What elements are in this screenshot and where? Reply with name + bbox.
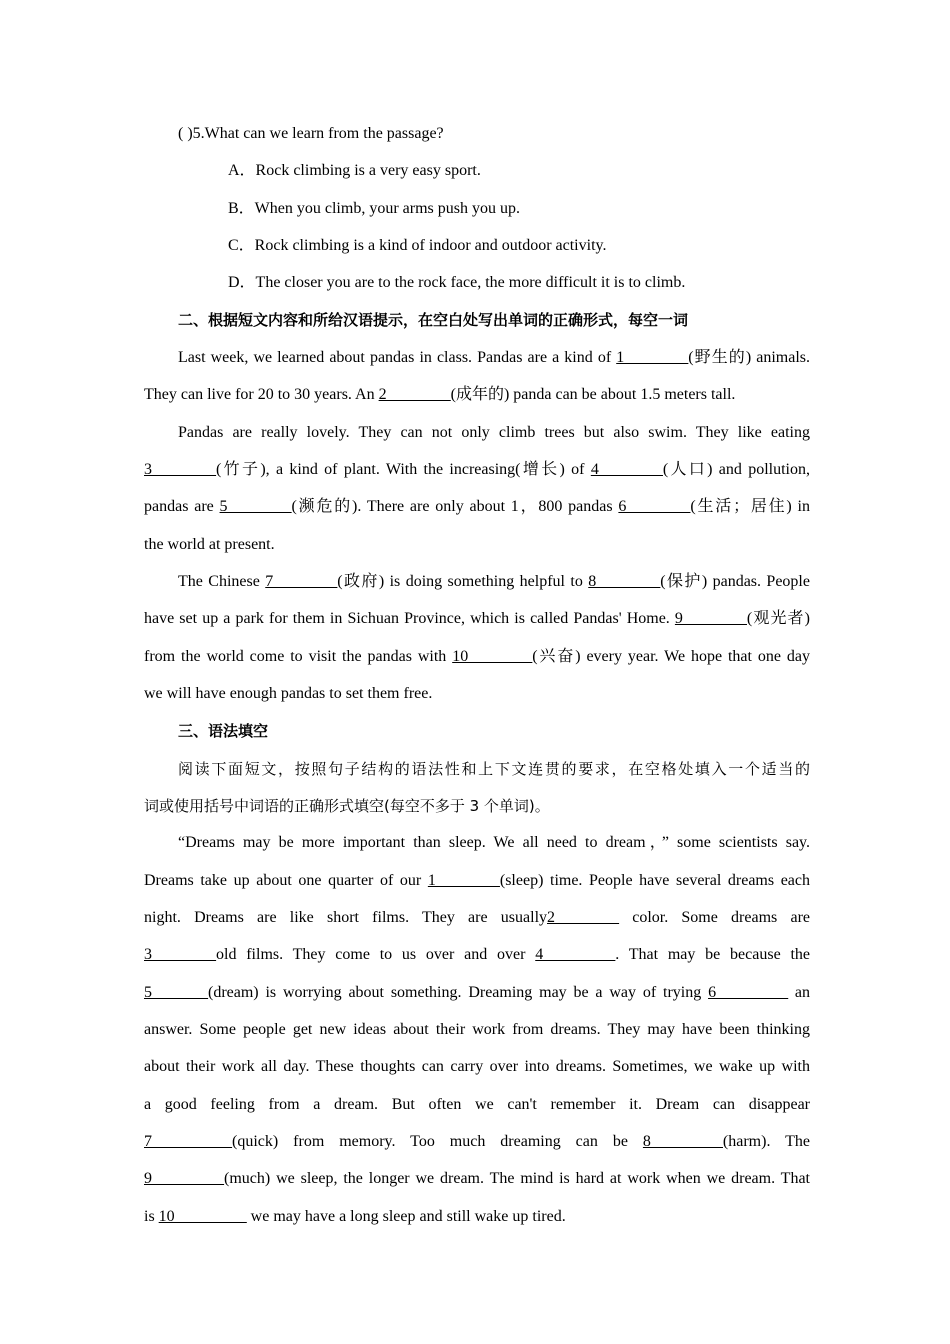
- section-3-line: 3________old films. They come to us over and over 4_________. That may be because the: [144, 946, 810, 963]
- section-3-heading: 三、语法填空: [178, 722, 269, 740]
- section-3-instructions: 阅读下面短文，按照句子结构的语法性和上下文连贯的要求，在空格处填入一个适当的: [178, 760, 810, 778]
- blank-field: 1________: [427, 872, 500, 889]
- blank-field: 7__________: [144, 1133, 232, 1150]
- section-3-line: night. Dreams are like short films. They are usually2________ color. Some dreams are: [144, 909, 810, 926]
- section-3-line: 9_________(much) we sleep, the longer we dream. The mind is hard at work when we dream. That: [144, 1170, 810, 1187]
- blank-field: 9_________: [144, 1170, 224, 1187]
- section-3-line: Dreams take up about one quarter of our 1________(sleep) time. People have several dreams each: [144, 872, 811, 889]
- option-d: D．The closer you are to the rock face, the more difficult it is to climb.: [228, 274, 686, 291]
- blank-field: 4________: [590, 461, 663, 478]
- section-2-line: 3________(竹子), a kind of plant. With the increasing(增长) of 4________(人口) and pollution,: [144, 461, 810, 478]
- blank-field: 3________: [144, 946, 216, 963]
- section-2-line: have set up a park for them in Sichuan Province, which is called Pandas' Home. 9________(观光者): [144, 610, 810, 627]
- blank-field: 10_________: [158, 1208, 247, 1225]
- blank-field: 5________: [219, 498, 292, 515]
- blank-field: 9________: [674, 610, 747, 627]
- blank-field: 1________: [616, 349, 689, 366]
- question-5: ( )5.What can we learn from the passage?: [178, 125, 444, 142]
- section-2-heading: 二、根据短文内容和所给汉语提示，在空白处写出单词的正确形式，每空一词: [178, 311, 689, 329]
- section-3-line: 5_______(dream) is worrying about something. Dreaming may be a way of trying 6_________ an: [144, 984, 810, 1001]
- section-2-line: Pandas are really lovely. They can not only climb trees but also swim. They like eating: [178, 424, 810, 441]
- blank-field: 3________: [144, 461, 216, 478]
- section-2-line: Last week, we learned about pandas in class. Pandas are a kind of 1________(野生的) animals.: [178, 349, 810, 366]
- option-a: A．Rock climbing is a very easy sport.: [228, 162, 481, 179]
- option-c: C．Rock climbing is a kind of indoor and outdoor activity.: [228, 237, 607, 254]
- option-b: B．When you climb, your arms push you up.: [228, 200, 520, 217]
- section-2-line: They can live for 20 to 30 years. An 2________(成年的) panda can be about 1.5 meters tall.: [144, 386, 736, 403]
- section-3-instructions: 词或使用括号中词语的正确形式填空(每空不多于 3 个单词)。: [144, 797, 550, 815]
- section-2-line: pandas are 5________(濒危的). There are only about 1，800 pandas 6________(生活；居住) in: [144, 498, 810, 515]
- blank-field: 6_________: [708, 984, 789, 1001]
- section-2-line: the world at present.: [144, 536, 275, 553]
- section-3-line: “Dreams may be more important than sleep. We all need to dream，” some scientists say.: [178, 834, 810, 851]
- section-3-line: is 10_________ we may have a long sleep and still wake up tired.: [144, 1208, 566, 1225]
- section-2-line: from the world come to visit the pandas with 10________(兴奋) every year. We hope that one day: [144, 648, 810, 665]
- blank-field: 2________: [547, 909, 620, 926]
- blank-field: 2________: [378, 386, 451, 403]
- section-2-line: The Chinese 7________(政府) is doing something helpful to 8________(保护) pandas. People: [178, 573, 810, 590]
- blank-field: 5_______: [144, 984, 208, 1001]
- blank-field: 6________: [618, 498, 691, 515]
- section-3-line: about their work all day. These thoughts can carry over into dreams. Sometimes, we wake up with: [144, 1058, 810, 1075]
- blank-field: 8_________: [642, 1133, 723, 1150]
- blank-field: 10________: [452, 648, 533, 665]
- section-3-line: a good feeling from a dream. But often we can't remember it. Dream can disappear: [144, 1096, 810, 1113]
- blank-field: 8________: [588, 573, 661, 590]
- blank-field: 7________: [265, 573, 338, 590]
- section-3-line: answer. Some people get new ideas about their work from dreams. They may have been thinking: [144, 1021, 810, 1038]
- section-2-line: we will have enough pandas to set them free.: [144, 685, 433, 702]
- blank-field: 4_________: [535, 946, 616, 963]
- section-3-line: 7__________(quick) from memory. Too much dreaming can be 8_________(harm). The: [144, 1133, 810, 1150]
